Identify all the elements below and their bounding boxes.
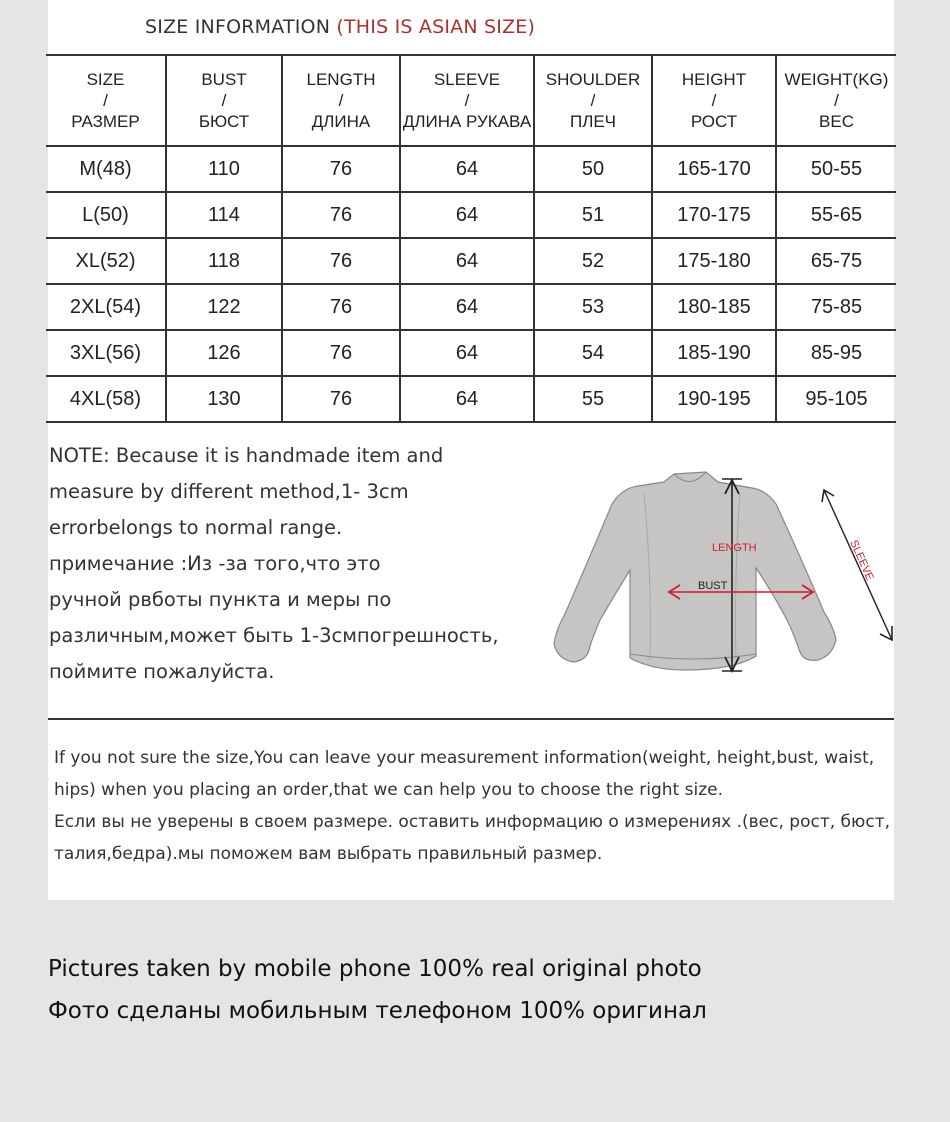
cell-height: 185-190 xyxy=(652,330,776,376)
cell-bust: 130 xyxy=(166,376,282,422)
photo-note-en: Pictures taken by mobile phone 100% real original photo xyxy=(48,956,702,982)
cell-bust: 118 xyxy=(166,238,282,284)
cell-size: XL(52) xyxy=(46,238,166,284)
cell-shoulder: 52 xyxy=(534,238,652,284)
cell-sleeve: 64 xyxy=(400,330,534,376)
cell-size: 3XL(56) xyxy=(46,330,166,376)
cell-sleeve: 64 xyxy=(400,238,534,284)
advice-line: hips) when you placing an order,that we can help you to choose the right size. xyxy=(54,780,723,800)
advice-line: талия,бедра).мы поможем вам выбрать правильный размер. xyxy=(54,844,603,864)
header-sleeve: SLEEVE / ДЛИНА РУКАВА xyxy=(400,55,534,146)
cell-shoulder: 53 xyxy=(534,284,652,330)
cell-size: 2XL(54) xyxy=(46,284,166,330)
size-advice xyxy=(54,742,890,870)
note-line: NOTE: Because it is handmade item and xyxy=(49,444,444,467)
cell-height: 175-180 xyxy=(652,238,776,284)
cell-weight: 65-75 xyxy=(776,238,896,284)
note-line: measure by different method,1- 3cm xyxy=(49,480,409,503)
cell-weight: 85-95 xyxy=(776,330,896,376)
jacket-illustration xyxy=(554,472,836,670)
table-row xyxy=(46,376,896,422)
cell-height: 165-170 xyxy=(652,146,776,192)
table-row xyxy=(46,330,896,376)
cell-weight: 50-55 xyxy=(776,146,896,192)
cell-sleeve: 64 xyxy=(400,146,534,192)
table-header-row xyxy=(46,55,896,146)
measurement-note xyxy=(49,438,499,690)
asian-size-note: (THIS IS ASIAN SIZE) xyxy=(336,16,536,38)
note-line: различным,может быть 1-3смпогрешность, xyxy=(49,624,499,647)
cell-size: 4XL(58) xyxy=(46,376,166,422)
section-divider xyxy=(48,718,894,720)
table-row xyxy=(46,192,896,238)
table-row xyxy=(46,238,896,284)
header-height: HEIGHT / РОСТ xyxy=(652,55,776,146)
note-line: ручной рвботы пункта и меры по xyxy=(49,588,392,611)
length-label: LENGTH xyxy=(712,542,757,554)
table-row xyxy=(46,284,896,330)
cell-shoulder: 51 xyxy=(534,192,652,238)
header-bust: BUST / БЮСТ xyxy=(166,55,282,146)
size-info-title xyxy=(145,16,535,38)
cell-height: 190-195 xyxy=(652,376,776,422)
cell-length: 76 xyxy=(282,238,400,284)
note-line: поймите пожалуйста. xyxy=(49,660,275,683)
cell-sleeve: 64 xyxy=(400,284,534,330)
cell-weight: 55-65 xyxy=(776,192,896,238)
header-length: LENGTH / ДЛИНА xyxy=(282,55,400,146)
cell-shoulder: 55 xyxy=(534,376,652,422)
cell-length: 76 xyxy=(282,376,400,422)
header-shoulder: SHOULDER / ПЛЕЧ xyxy=(534,55,652,146)
size-chart-panel xyxy=(48,0,894,900)
photo-note-ru: Фото сделаны мобильным телефоном 100% оригинал xyxy=(48,998,707,1024)
cell-weight: 75-85 xyxy=(776,284,896,330)
header-size: SIZE / РАЗМЕР xyxy=(46,55,166,146)
cell-bust: 110 xyxy=(166,146,282,192)
sleeve-label: SLEEVE xyxy=(847,538,876,583)
size-table xyxy=(46,54,896,423)
cell-shoulder: 50 xyxy=(534,146,652,192)
cell-height: 170-175 xyxy=(652,192,776,238)
cell-length: 76 xyxy=(282,192,400,238)
cell-bust: 114 xyxy=(166,192,282,238)
advice-line: Если вы не уверены в своем размере. оставить информацию о измерениях .(вес, рост, бюст, xyxy=(54,812,890,832)
cell-size: L(50) xyxy=(46,192,166,238)
cell-shoulder: 54 xyxy=(534,330,652,376)
cell-length: 76 xyxy=(282,146,400,192)
jacket-measurement-diagram xyxy=(534,464,876,678)
cell-weight: 95-105 xyxy=(776,376,896,422)
cell-size: M(48) xyxy=(46,146,166,192)
advice-line: If you not sure the size,You can leave your measurement information(weight, height,bust, waist, xyxy=(54,748,875,768)
size-info-title-main: SIZE INFORMATION xyxy=(145,16,331,38)
header-weight: WEIGHT(KG) / ВЕС xyxy=(776,55,896,146)
table-row xyxy=(46,146,896,192)
photo-note xyxy=(48,948,707,1032)
cell-sleeve: 64 xyxy=(400,376,534,422)
cell-sleeve: 64 xyxy=(400,192,534,238)
cell-height: 180-185 xyxy=(652,284,776,330)
note-line: errorbelongs to normal range. xyxy=(49,516,343,539)
cell-length: 76 xyxy=(282,284,400,330)
cell-bust: 122 xyxy=(166,284,282,330)
cell-bust: 126 xyxy=(166,330,282,376)
bust-label: BUST xyxy=(698,580,728,592)
cell-length: 76 xyxy=(282,330,400,376)
note-line: примечание :Из -за того,что это xyxy=(49,552,381,575)
